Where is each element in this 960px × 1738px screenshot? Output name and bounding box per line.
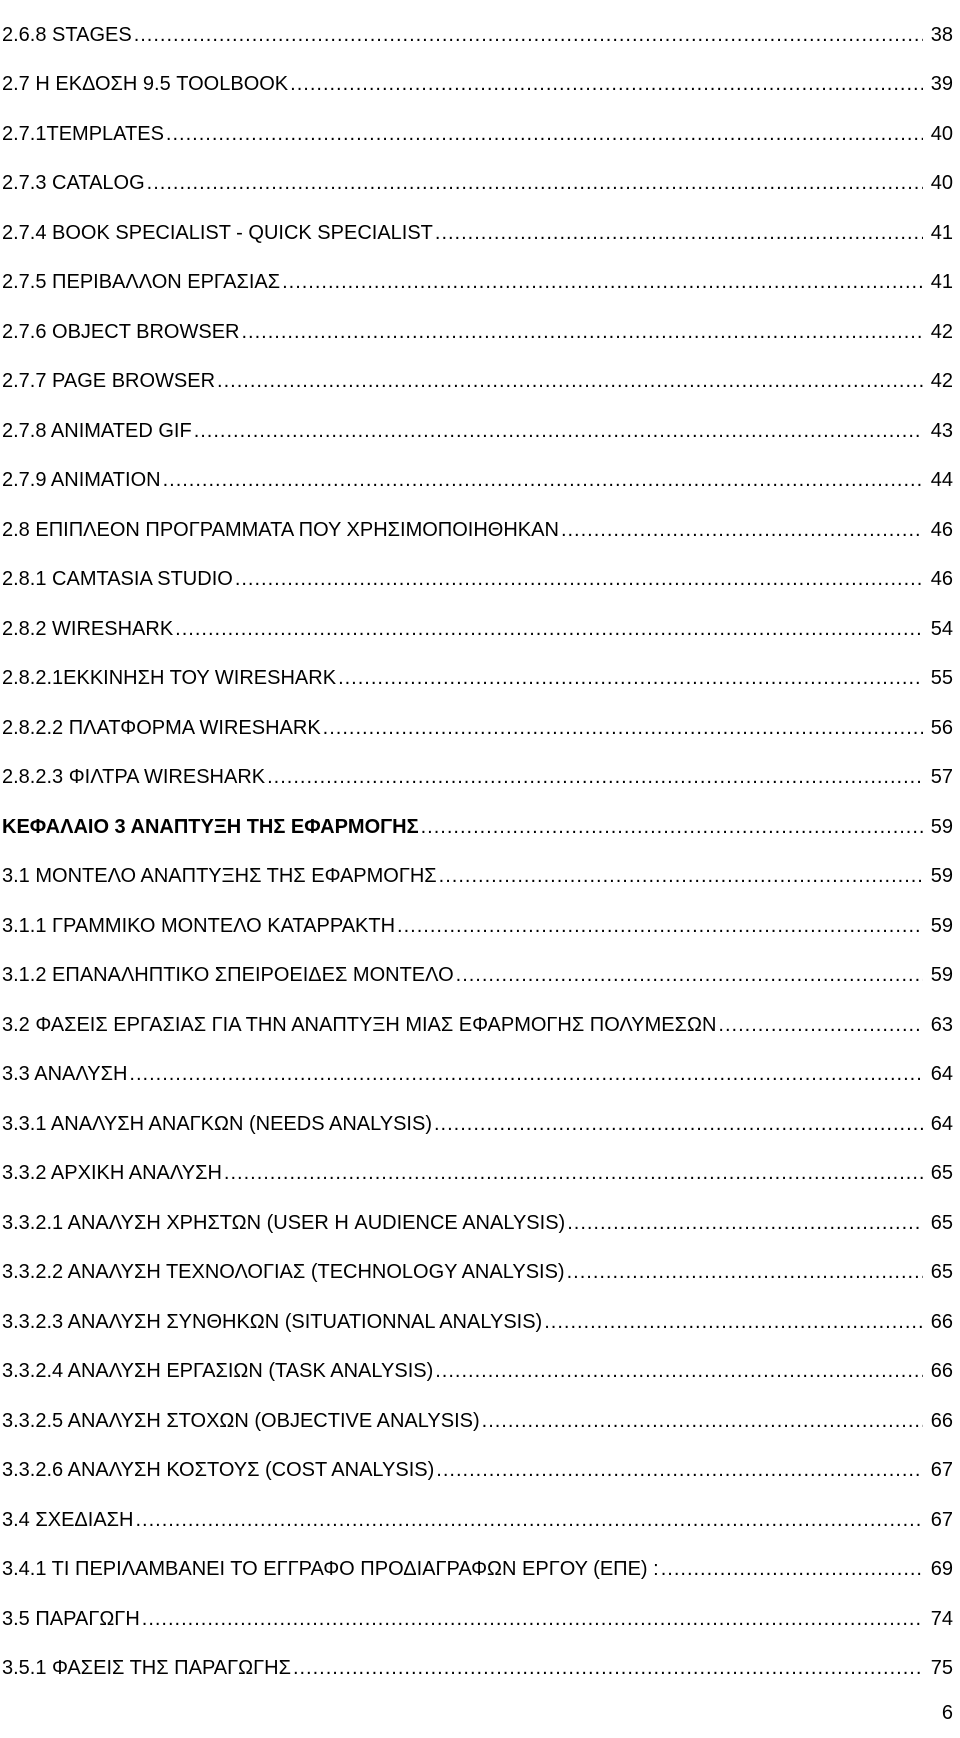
toc-entry-label: 2.8.2.1ΕΚΚΙΝΗΣΗ ΤΟΥ WIRESHARK	[2, 667, 337, 689]
toc-leader-dots	[290, 73, 923, 95]
toc-entry-label: 2.7.8 ANIMATED GIF	[2, 419, 192, 442]
toc-entry-label: 2.7.4 BOOK SPECIALIST - QUICK SPECIALIST	[2, 221, 433, 244]
toc-entry[interactable]	[2, 990, 953, 1040]
toc-entry-label: 3.1 ΜΟΝΤΕΛΟ ΑΝΑΠΤΥΞΗΣ ΤΗΣ ΕΦΑΡΜΟΓΗΣ	[2, 865, 437, 887]
toc-leader-dots	[661, 1558, 923, 1580]
toc-entry-page: 57	[930, 766, 953, 788]
toc-entry[interactable]	[2, 1139, 953, 1189]
toc-entry-page: 74	[930, 1607, 953, 1630]
toc-leader-dots	[134, 24, 923, 46]
toc-entry-label: 2.7.3 CATALOG	[2, 172, 145, 194]
toc-entry-label: 2.8.2 WIRESHARK	[2, 617, 174, 640]
toc-entry-page: 59	[930, 865, 953, 887]
toc-entry-label: ΚΕΦΑΛΑΙΟ 3 ΑΝΑΠΤΥΞΗ ΤΗΣ ΕΦΑΡΜΟΓΗΣ	[2, 815, 419, 838]
toc-entry-label: 2.8 ΕΠΙΠΛΕΟΝ ΠΡΟΓΡΑΜΜΑΤΑ ΠΟΥ ΧΡΗΣΙΜΟΠΟΙΗΘΗΚΑΝ	[2, 518, 559, 541]
toc-leader-dots	[567, 1261, 923, 1283]
toc-entry[interactable]	[2, 941, 953, 991]
toc-entry-page: 38	[930, 23, 953, 46]
toc-entry-page: 40	[930, 172, 953, 194]
toc-entry-page: 46	[930, 568, 953, 590]
toc-entry-label: 3.4.1 ΤΙ ΠΕΡΙΛΑΜΒΑΝΕΙ ΤΟ ΕΓΓΡΑΦΟ ΠΡΟΔΙΑΓΡΑΦΩΝ ΕΡΓΟΥ (ΕΠΕ) :	[2, 1558, 659, 1580]
toc-leader-dots	[718, 1014, 923, 1036]
toc-leader-dots	[241, 321, 923, 343]
toc-entry[interactable]	[2, 1188, 953, 1238]
toc-entry-label: 3.3.2 ΑΡΧΙΚΗ ΑΝΑΛΥΣΗ	[2, 1162, 222, 1184]
toc-entry[interactable]	[2, 1386, 953, 1436]
toc-entry-label: 2.7.1TEMPLATES	[2, 122, 164, 145]
toc-entry[interactable]	[2, 1089, 953, 1139]
toc-entry-page: 66	[930, 1310, 953, 1333]
toc-entry-page: 63	[930, 1013, 953, 1036]
toc-leader-dots	[175, 618, 923, 640]
toc-entry-label: 3.1.2 ΕΠΑΝΑΛΗΠΤΙΚΟ ΣΠΕΙΡΟΕΙΔΕΣ ΜΟΝΤΕΛΟ	[2, 964, 454, 986]
toc-entry-page: 43	[930, 419, 953, 442]
toc-leader-dots	[163, 469, 923, 491]
toc-entry-label: 3.3.2.3 ΑΝΑΛΥΣΗ ΣΥΝΘΗΚΩΝ (SITUATIONNAL ANALYSIS)	[2, 1310, 543, 1333]
toc-entry[interactable]	[2, 1287, 953, 1337]
toc-leader-dots	[435, 1360, 923, 1382]
toc-leader-dots	[142, 1608, 923, 1630]
toc-entry-page: 64	[930, 1112, 953, 1135]
toc-entry[interactable]	[2, 50, 953, 100]
toc-entry-label: 3.5.1 ΦΑΣΕΙΣ ΤΗΣ ΠΑΡΑΓΩΓΗΣ	[2, 1657, 291, 1679]
toc-entry[interactable]	[2, 594, 953, 644]
toc-leader-dots	[135, 1509, 923, 1531]
toc-entry-label: 3.2 ΦΑΣΕΙΣ ΕΡΓΑΣΙΑΣ ΓΙΑ ΤΗΝ ΑΝΑΠΤΥΞΗ ΜΙΑΣ ΕΦΑΡΜΟΓΗΣ ΠΟΛΥΜΕΣΩΝ	[2, 1013, 717, 1036]
toc-entry[interactable]	[2, 495, 953, 545]
toc-entry[interactable]	[2, 1584, 953, 1634]
toc-entry-label: 3.1.1 ΓΡΑΜΜΙΚΟ ΜΟΝΤΕΛΟ ΚΑΤΑΡΡΑΚΤΗ	[2, 914, 396, 937]
toc-entry-page: 65	[930, 1261, 953, 1283]
toc-entry-label: 2.7 Η ΕΚΔΟΣΗ 9.5 TOOLBOOK	[2, 73, 289, 95]
toc-leader-dots	[224, 1162, 923, 1184]
toc-entry-page: 55	[930, 667, 953, 689]
toc-entry-label: 2.8.2.3 ΦΙΛΤΡΑ WIRESHARK	[2, 766, 266, 788]
toc-entry-page: 42	[930, 370, 953, 392]
toc-leader-dots	[544, 1311, 923, 1333]
toc-leader-dots	[421, 816, 923, 838]
toc-leader-dots	[338, 667, 923, 689]
toc-entry-page: 39	[930, 73, 953, 95]
toc-entry[interactable]	[2, 1535, 953, 1585]
toc-entry-page: 67	[930, 1508, 953, 1531]
toc-entry[interactable]	[2, 1436, 953, 1486]
toc-entry-label: 3.5 ΠΑΡΑΓΩΓΗ	[2, 1607, 140, 1630]
toc-leader-dots	[456, 964, 923, 986]
toc-entry[interactable]	[2, 1040, 953, 1090]
toc-entry-label: 3.4 ΣΧΕΔΙΑΣΗ	[2, 1508, 134, 1531]
toc-entry[interactable]	[2, 446, 953, 496]
toc-entry-page: 40	[930, 122, 953, 145]
toc-entry-page: 42	[930, 320, 953, 343]
toc-leader-dots	[436, 1459, 923, 1481]
toc-entry-label: 2.7.5 ΠΕΡΙΒΑΛΛΟΝ ΕΡΓΑΣΙΑΣ	[2, 271, 281, 293]
toc-entry-page: 65	[930, 1162, 953, 1184]
toc-entry-label: 3.3.2.1 ΑΝΑΛΥΣΗ ΧΡΗΣΤΩΝ (USER Η AUDIENCE ANALYSIS)	[2, 1211, 566, 1234]
toc-leader-dots	[561, 519, 923, 541]
toc-leader-dots	[282, 271, 923, 293]
toc-entry[interactable]	[2, 1238, 953, 1288]
toc-entry-page: 59	[930, 914, 953, 937]
toc-leader-dots	[147, 172, 923, 194]
toc-entry-label: 2.7.9 ANIMATION	[2, 469, 161, 491]
toc-entry-label: 2.7.6 OBJECT BROWSER	[2, 320, 240, 343]
toc-entry-page: 41	[930, 271, 953, 293]
toc-entry-page: 56	[930, 716, 953, 739]
toc-entry-page: 66	[930, 1409, 953, 1432]
toc-entry-label: 3.3.2.5 ΑΝΑΛΥΣΗ ΣΤΟΧΩΝ (OBJECTIVE ANALYSIS)	[2, 1409, 480, 1432]
table-of-contents	[2, 0, 953, 1683]
toc-leader-dots	[166, 123, 923, 145]
toc-entry-page: 44	[930, 469, 953, 491]
toc-entry[interactable]	[2, 396, 953, 446]
toc-entry[interactable]	[2, 644, 953, 694]
toc-entry-label: 3.3.2.2 ΑΝΑΛΥΣΗ ΤΕΧΝΟΛΟΓΙΑΣ (TECHNOLOGY ANALYSIS)	[2, 1261, 565, 1283]
toc-entry[interactable]	[2, 0, 953, 50]
toc-leader-dots	[567, 1212, 923, 1234]
toc-leader-dots	[235, 568, 923, 590]
toc-entry-label: 3.3.1 ΑΝΑΛΥΣΗ ΑΝΑΓΚΩΝ (NEEDS ANALYSIS)	[2, 1112, 432, 1135]
toc-entry-page: 59	[930, 964, 953, 986]
toc-entry[interactable]	[2, 149, 953, 199]
toc-leader-dots	[267, 766, 923, 788]
toc-leader-dots	[439, 865, 923, 887]
toc-entry-label: 2.7.7 PAGE BROWSER	[2, 370, 216, 392]
toc-entry[interactable]	[2, 1634, 953, 1684]
page-number: 6	[941, 1702, 953, 1724]
toc-leader-dots	[323, 717, 923, 739]
toc-entry-label: 3.3.2.4 ΑΝΑΛΥΣΗ ΕΡΓΑΣΙΩΝ (TASK ANALYSIS)	[2, 1360, 434, 1382]
toc-leader-dots	[482, 1410, 923, 1432]
toc-entry-page: 41	[930, 221, 953, 244]
toc-entry[interactable]	[2, 248, 953, 298]
toc-leader-dots	[194, 420, 923, 442]
toc-entry[interactable]	[2, 743, 953, 793]
toc-entry[interactable]	[2, 891, 953, 941]
toc-entry[interactable]	[2, 792, 953, 842]
toc-entry-label: 2.8.2.2 ΠΛΑΤΦΟΡΜΑ WIRESHARK	[2, 716, 321, 739]
toc-entry-page: 46	[930, 518, 953, 541]
toc-entry-page: 75	[930, 1657, 953, 1679]
toc-leader-dots	[435, 222, 923, 244]
toc-entry[interactable]	[2, 347, 953, 397]
toc-entry-page: 59	[930, 815, 953, 838]
toc-entry[interactable]	[2, 1337, 953, 1387]
toc-entry-page: 67	[930, 1459, 953, 1481]
toc-entry[interactable]	[2, 198, 953, 248]
toc-entry-label: 3.3.2.6 ΑΝΑΛΥΣΗ ΚΟΣΤΟΥΣ (COST ANALYSIS)	[2, 1459, 435, 1481]
toc-entry[interactable]	[2, 297, 953, 347]
toc-entry-label: 2.8.1 CAMTASIA STUDIO	[2, 568, 233, 590]
toc-entry-label: 3.3 ΑΝΑΛΥΣΗ	[2, 1063, 128, 1085]
toc-entry[interactable]	[2, 99, 953, 149]
toc-leader-dots	[293, 1657, 923, 1679]
toc-leader-dots	[129, 1063, 923, 1085]
toc-leader-dots	[397, 915, 923, 937]
toc-entry-page: 66	[930, 1360, 953, 1382]
toc-entry-page: 69	[930, 1558, 953, 1580]
toc-entry[interactable]	[2, 545, 953, 595]
toc-entry-label: 2.6.8 STAGES	[2, 23, 132, 46]
toc-entry-page: 54	[930, 617, 953, 640]
toc-entry[interactable]	[2, 693, 953, 743]
toc-leader-dots	[217, 370, 923, 392]
toc-entry[interactable]	[2, 842, 953, 892]
toc-leader-dots	[434, 1113, 923, 1135]
toc-entry[interactable]	[2, 1485, 953, 1535]
toc-entry-page: 64	[930, 1063, 953, 1085]
toc-entry-page: 65	[930, 1211, 953, 1234]
